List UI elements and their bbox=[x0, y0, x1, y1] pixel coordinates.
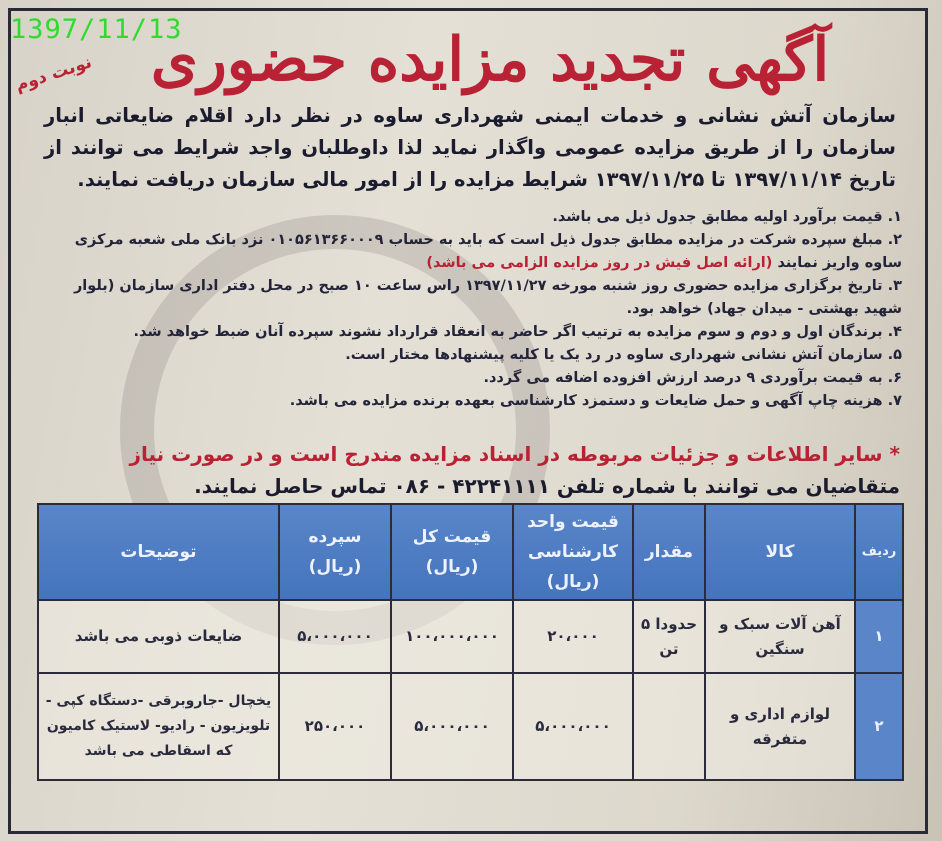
condition-item: ۳. تاریخ برگزاری مزایده حضوری روز شنبه مورخه ۱۳۹۷/۱۱/۲۷ راس ساعت ۱۰ صبح در محل دفتر اداری سازمان (بلوار شهید بهشتی - میدان جهاد) خواهد بود. bbox=[73, 278, 902, 317]
description: ضایعات ذوبی می باشد bbox=[38, 600, 279, 673]
condition-item: ۵. سازمان آتش نشانی شهرداری ساوه در رد یک یا کلیه پیشنهادها مختار است. bbox=[345, 347, 902, 363]
description: یخچال -جاروبرقی -دستگاه کپی - تلویزیون - رادیو- لاستیک کامیون که اسقاطی می باشد bbox=[38, 673, 279, 780]
condition-item: ۲. مبلغ سپرده شرکت در مزایده مطابق جدول ذیل است که باید به حساب ۰۱۰۵۶۱۳۶۶۰۰۰۹ نزد بانک ملی شعبه مرکزی ساوه واریز نمایند (ارائه اصل فیش در روز مزایده الزامی می باشد) bbox=[74, 232, 902, 271]
unit-price: ۲۰،۰۰۰ bbox=[513, 600, 633, 673]
item-quantity bbox=[633, 673, 705, 780]
condition-highlight: (ارائه اصل فیش در روز مزایده الزامی می باشد) bbox=[426, 255, 773, 271]
header-cell: قیمت کل (ریال) bbox=[391, 504, 513, 600]
table-row bbox=[38, 673, 903, 780]
items-table bbox=[37, 503, 904, 781]
condition-item: ۴. برندگان اول و دوم و سوم مزایده به ترتیب اگر حاضر به انعقاد قرارداد نشوند سپرده آنان ضبط خواهد شد. bbox=[133, 324, 902, 340]
header-cell: کالا bbox=[705, 504, 855, 600]
conditions-list bbox=[40, 206, 902, 413]
contact-note bbox=[60, 438, 900, 502]
header-cell: مقدار bbox=[633, 504, 705, 600]
note-line-2: متقاضیان می توانند با شماره تلفن ۴۲۲۴۱۱۱۱ - ۰۸۶ تماس حاصل نمایند. bbox=[194, 474, 900, 498]
deposit: ۵،۰۰۰،۰۰۰ bbox=[279, 600, 391, 673]
ad-intro: سازمان آتش نشانی و خدمات ایمنی شهرداری ساوه در نظر دارد اقلام ضایعاتی انبار سازمان را از طریق مزایده عمومی واگذار نماید لذا داوطلبان واجد شرایط می توانند از تاریخ ۱۳۹۷/۱۱/۱۴ تا ۱۳۹۷/۱۱/۲۵ شرایط مزایده را از امور مالی سازمان دریافت نمایند. bbox=[44, 104, 896, 191]
deposit: ۲۵۰،۰۰۰ bbox=[279, 673, 391, 780]
photo-date-stamp: 1397/11/13 bbox=[10, 14, 183, 45]
condition-item: ۶. به قیمت برآوردی ۹ درصد ارزش افزوده اضافه می گردد. bbox=[483, 370, 902, 386]
header-cell: سپرده (ریال) bbox=[279, 504, 391, 600]
header-cell: ردیف bbox=[855, 504, 903, 600]
header-cell: قیمت واحد کارشناسی (ریال) bbox=[513, 504, 633, 600]
row-number: ۲ bbox=[855, 673, 903, 780]
table-row bbox=[38, 600, 903, 673]
condition-item: ۷. هزینه چاپ آگهی و حمل ضایعات و دستمزد کارشناسی بعهده برنده مزایده می باشد. bbox=[289, 393, 902, 409]
round-badge: نوبت دوم bbox=[12, 52, 95, 96]
condition-item: ۱. قیمت برآورد اولیه مطابق جدول ذیل می باشد. bbox=[552, 209, 902, 225]
row-number: ۱ bbox=[855, 600, 903, 673]
total-price: ۵،۰۰۰،۰۰۰ bbox=[391, 673, 513, 780]
unit-price: ۵،۰۰۰،۰۰۰ bbox=[513, 673, 633, 780]
table-header-row bbox=[38, 504, 903, 600]
total-price: ۱۰۰،۰۰۰،۰۰۰ bbox=[391, 600, 513, 673]
header-cell: توضیحات bbox=[38, 504, 279, 600]
item-name: لوازم اداری و متفرقه bbox=[705, 673, 855, 780]
ad-title: آگهی تجدید مزایده حضوری bbox=[150, 25, 830, 95]
item-name: آهن آلات سبک و سنگین bbox=[705, 600, 855, 673]
item-quantity: حدودا ۵ تن bbox=[633, 600, 705, 673]
note-line-1: * سایر اطلاعات و جزئیات مربوطه در اسناد مزایده مندرج است و در صورت نیاز bbox=[129, 442, 900, 466]
